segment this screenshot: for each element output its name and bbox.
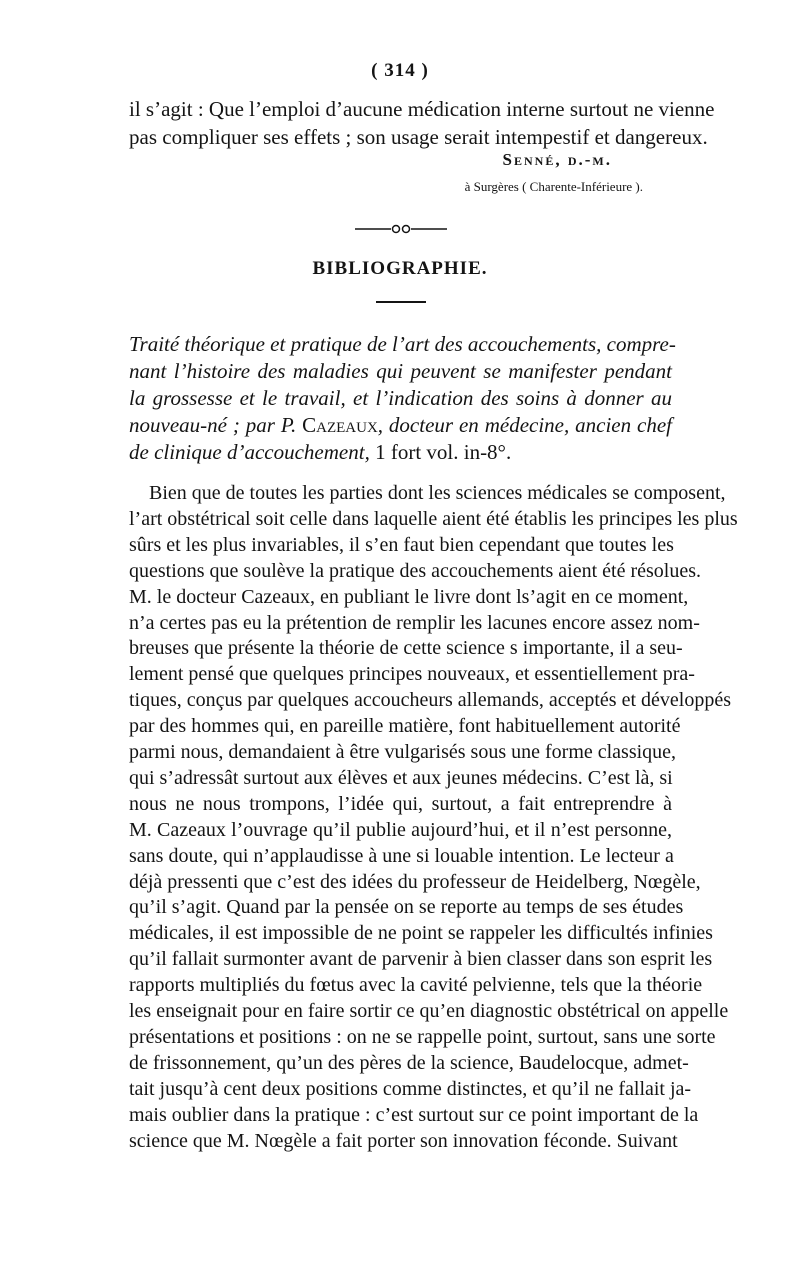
signature-name (129, 150, 612, 170)
book-title-line-3: la grossesse et le travail, et l’indication des soins à donner au (129, 386, 672, 410)
section-separator-ornament (355, 224, 447, 234)
paragraph-line: qu’il s’agit. Quand par la pensée on se reporte au temps de ses études (129, 896, 684, 919)
paragraph-line: qu’il fallait surmonter avant de parvenir à bien classer dans son esprit les (129, 948, 713, 971)
paragraph-line: sans doute, qui n’applaudisse à une si louable intention. Le lecteur a (129, 844, 674, 867)
book-line-5-start: de clinique d’accouchement, (129, 440, 376, 464)
paragraph-line: Bien que de toutes les parties dont les sciences médicales se composent, (149, 482, 726, 504)
paragraph-line: parmi nous, demandaient à être vulgarisés sous une forme classique, (129, 741, 677, 763)
intro-line-1: il s’agit : Que l’emploi d’aucune médication interne surtout ne vienne (129, 97, 715, 121)
paragraph-line: M. Cazeaux l’ouvrage qu’il publie aujourd’hui, et il n’est personne, (129, 818, 672, 841)
signature-location: à Surgères ( Charente-Inférieure ). (464, 179, 643, 194)
book-line-4-start: nouveau-né ; par P. (129, 413, 303, 437)
book-line-4-end: , docteur en médecine, ancien chef (377, 413, 672, 437)
paragraph-line: l’art obstétrical soit celle dans laquelle aient été établis les principes les plus (129, 507, 738, 530)
book-author: Cazeaux (302, 413, 378, 437)
paragraph-line: les enseignait pour en faire sortir ce qu’en diagnostic obstétrical on appelle (129, 1000, 729, 1022)
paragraph-line: tait jusqu’à cent deux positions comme distinctes, et qu’il ne fallait ja- (129, 1077, 692, 1100)
paragraph-line: mais oublier dans la pratique : c’est surtout sur ce point important de la (129, 1103, 699, 1126)
paragraph-line: breuses que présente la théorie de cette science s importante, il a seu- (129, 637, 683, 660)
book-title-line-1: Traité théorique et pratique de l’art des accouchements, compre- (129, 332, 676, 356)
paragraph-line: nous ne nous trompons, l’idée qui, surtout, a fait entreprendre à (129, 792, 672, 815)
paragraph-line: rapports multipliés du fœtus avec la cavité pelvienne, tels que la théorie (129, 974, 703, 997)
paragraph-line: par des hommes qui, en pareille matière, font habituellement autorité (129, 715, 681, 738)
paragraph-line: questions que soulève la pratique des accouchements aient été résolues. (129, 559, 702, 582)
paragraph-line: présentations et positions : on ne se rappelle point, surtout, sans une sorte (129, 1025, 716, 1048)
book-volume: 1 fort vol. in-8°. (375, 440, 512, 464)
book-title-line-2: nant l’histoire des maladies qui peuvent se manifester pendant (129, 359, 672, 383)
paragraph-line: médicales, il est impossible de ne point se rappeler les difficultés infinies (129, 922, 713, 945)
paragraph-line: M. le docteur Cazeaux, en publiant le livre dont ls’agit en ce moment, (129, 585, 689, 608)
paragraph-line: science que M. Nœgèle a fait porter son innovation féconde. Suivant (129, 1129, 678, 1152)
section-heading: BIBLIOGRAPHIE. (312, 258, 488, 279)
book-title-line-4 (129, 411, 672, 439)
intro-line-2: pas compliquer ses effets ; son usage serait intempestif et dangereux. (129, 125, 708, 149)
paragraph-line: tiques, conçus par quelques accoucheurs allemands, acceptés et développés (129, 689, 731, 712)
signature-name-text: Senné, d.-m. (502, 150, 612, 169)
paragraph-line: lement pensé que quelques principes nouveaux, et essentiellement pra- (129, 663, 695, 686)
heading-rule (376, 301, 426, 303)
paragraph-line: sûrs et les plus invariables, il s’en faut bien cependant que toutes les (129, 533, 674, 556)
paragraph-line: déjà pressenti que c’est des idées du professeur de Heidelberg, Nœgèle, (129, 870, 701, 893)
paragraph-line: qui s’adressât surtout aux élèves et aux jeunes médecins. C’est là, si (129, 766, 673, 789)
paragraph-line: de frissonnement, qu’un des pères de la science, Baudelocque, admet- (129, 1051, 689, 1074)
book-title-line-5 (129, 438, 672, 466)
page-number: ( 314 ) (371, 60, 429, 81)
paragraph-line: n’a certes pas eu la prétention de remplir les lacunes encore assez nom- (129, 611, 700, 634)
